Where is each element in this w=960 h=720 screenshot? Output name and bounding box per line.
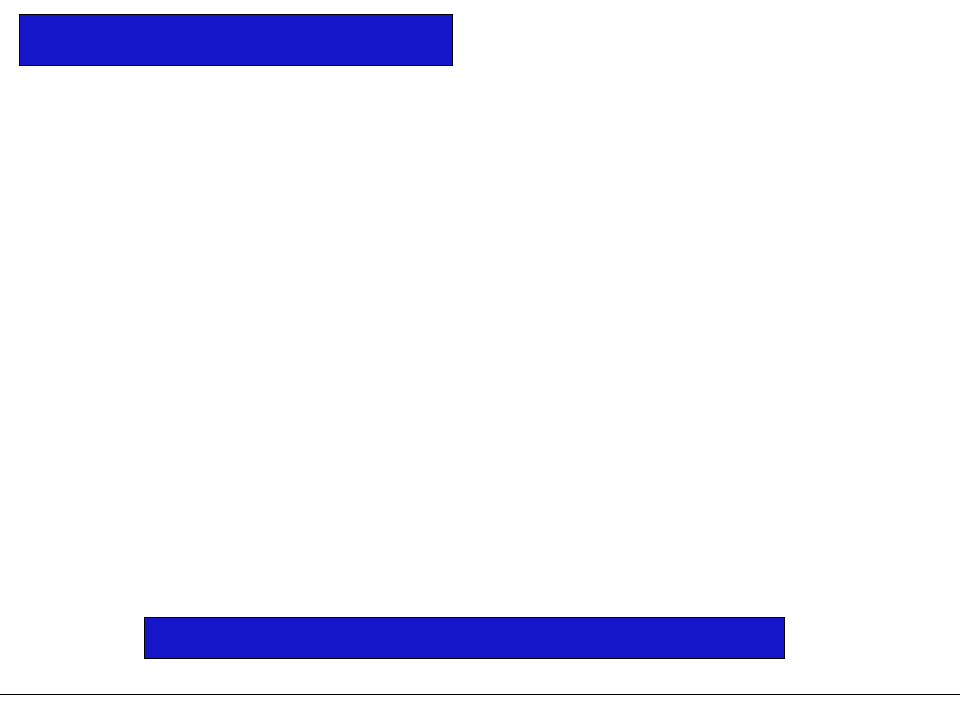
title-box	[19, 14, 453, 66]
summary-box	[144, 617, 785, 659]
triangular-lattice-diagram	[255, 180, 645, 420]
footer-rule	[0, 694, 960, 695]
